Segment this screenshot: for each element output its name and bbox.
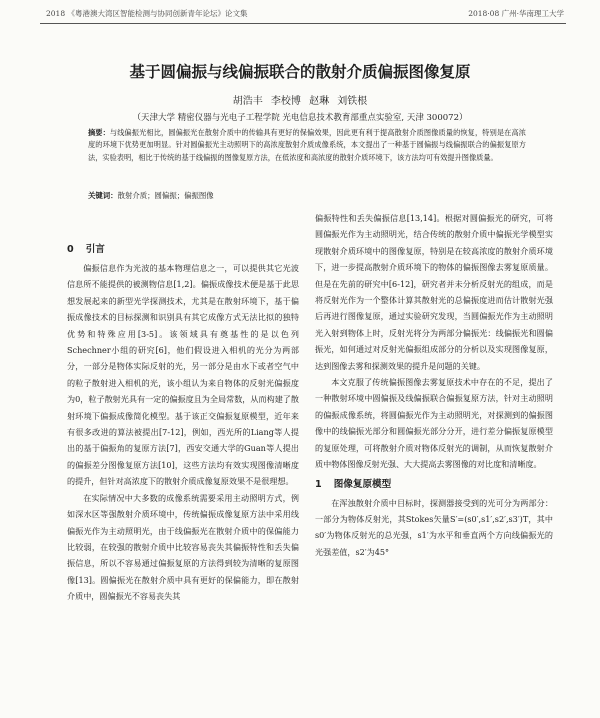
right-column bbox=[315, 210, 553, 560]
left-column bbox=[67, 242, 299, 605]
section-heading-model bbox=[315, 477, 553, 493]
paragraph: 偏振信息作为光波的基本物理信息之一，可以提供其它光波信息所不能提供的被测物信息[1,2]。偏振成像技术便是基于此思想发展起来的新型光学探测技术，尤其是在散射环境下，基于偏振成像技术的目标探测和识别具有其它成像方式无法比拟的独特优势和特殊应用[3-5]。该领域具有奠基性的是以色列Schechner小组的研究[6]，他们假设进入相机的光分为两部分，一部分是物体实际反射的光，另一部分是由水下或者空气中的粒子散射进入相机的光，该小组认为来自物体的反射光偏振度为0，粒子散射光具有一定的偏振度且为全局常数，从而构建了散射环境下偏振成像简化模型。基于该正交偏振复原模型，近年来有很多改进的算法被提出[7-12]，例如，西光所的Liang等人提出的基于偏振角的复原方法[7]，西安交通大学的Guan等人提出的偏振差分图像复原方法[10]，这些方法均有效实现图像清晰度的提升，但针对高浓度下的散射介质成像复原效果不是很理想。 bbox=[67, 263, 299, 487]
paper-affiliation: （天津大学 精密仪器与光电子工程学院 光电信息技术教育部重点实验室, 天津 300072） bbox=[132, 113, 468, 123]
paragraph: 在浑浊散射介质中目标时，探测器接受到的光可分为两部分：一部分为物体反射光，其Stokes矢量S′=(s0′,s1′,s2′,s3′)T，其中s0′为物体反射光的总光强，s1′为水平和垂直两个方向线偏振光的光强差值，s2′为45° bbox=[315, 497, 553, 557]
section-number: 1 bbox=[315, 478, 322, 490]
keywords bbox=[88, 190, 214, 201]
paper-title: 基于圆偏振与线偏振联合的散射介质偏振图像复原 bbox=[129, 63, 471, 81]
abstract bbox=[88, 127, 526, 164]
paragraph: 在实际情况中大多数的成像系统需要采用主动照明方式，例如深水区等强散射介质环境中，传统偏振成像复原方法中采用线偏振光作为主动照明光，由于线偏振光在散射介质中的保偏能力比较弱，在较强的散射介质中比较容易丧失其偏振特性和丢失偏振信息，所以不容易通过偏振复原的方法得到较为清晰的复原图像[13]。圆偏振光在散射介质中具有更好的保偏能力，即在散射介质中，圆偏振光不容易丧失其 bbox=[67, 492, 299, 602]
section-heading-intro bbox=[67, 242, 299, 258]
abstract-label: 摘要： bbox=[88, 128, 110, 137]
paragraph: 本文克服了传统偏振图像去雾复原技术中存在的不足，提出了一种散射环境中圆偏振及线偏振联合偏振复原方法，针对主动照明的偏振成像系统，将圆偏振光作为主动照明光，对探测到的偏振图像中的线偏振光部分和圆偏振光部分分开，进行差分偏振复原模型的复原处理，可将散射介质对物体反射光的调制，从而恢复散射介质中物体图像反射光强、大大提高去雾图像的对比度和清晰度。 bbox=[315, 377, 553, 470]
section-title: 图像复原模型 bbox=[333, 478, 392, 490]
header-left: 2018 《粤港澳大湾区智能检测与协同创新青年论坛》论文集 bbox=[46, 9, 248, 18]
paper-authors: 胡浩丰 李校博 赵琳 刘铁根 bbox=[232, 96, 368, 107]
abstract-text: 与线偏振光相比，圆偏振光在散射介质中的传输具有更好的保偏效果，因此更有利于提高散射介质图像质量的恢复，特别是在高浓度的环境下优势更加明显。针对圆偏振光主动照明下的高浓度散射介质成像系统，本文提出了一种基于圆偏振与线偏振联合的偏振复原方法，实验表明，相比于传统的基于线偏振的图像复原方法，在低浓度和高浓度的散射介质环境下，该方法均可有效提升图像质量。 bbox=[88, 128, 526, 162]
header-rule bbox=[40, 23, 566, 24]
keywords-text: 散射介质；圆偏振；偏振图像 bbox=[117, 191, 214, 200]
header-right: 2018·08 广州·华南理工大学 bbox=[468, 9, 564, 18]
section-number: 0 bbox=[67, 244, 74, 255]
section-title: 引言 bbox=[85, 244, 105, 255]
running-header bbox=[46, 8, 564, 22]
keywords-label: 关键词： bbox=[88, 191, 118, 200]
paragraph: 偏振特性和丢失偏振信息[13,14]。根据对圆偏振光的研究，可将圆偏振光作为主动照明光，结合传统的散射介质中偏振光学模型实现散射介质环境中的图像复原，特别是在较高浓度的散射介质环境下，进一步提高散射介质环境下的物体的偏振图像去雾复原质量。但是在先前的研究中[6-12]，研究者并未分析反射光的组成，而是将反射光作为一个整体计算其散射光的总偏振度进而估计散射光强后再进行图像复原，通过实验研究发现，当圆偏振光作为主动照明光入射到物体上时，反射光将分为两部分偏振光：线偏振光和圆偏振光，如何通过对反射光偏振组成部分的分析以及实现图像复原，达到图像去雾和探测效果的提升是问题的关键。 bbox=[315, 213, 553, 371]
